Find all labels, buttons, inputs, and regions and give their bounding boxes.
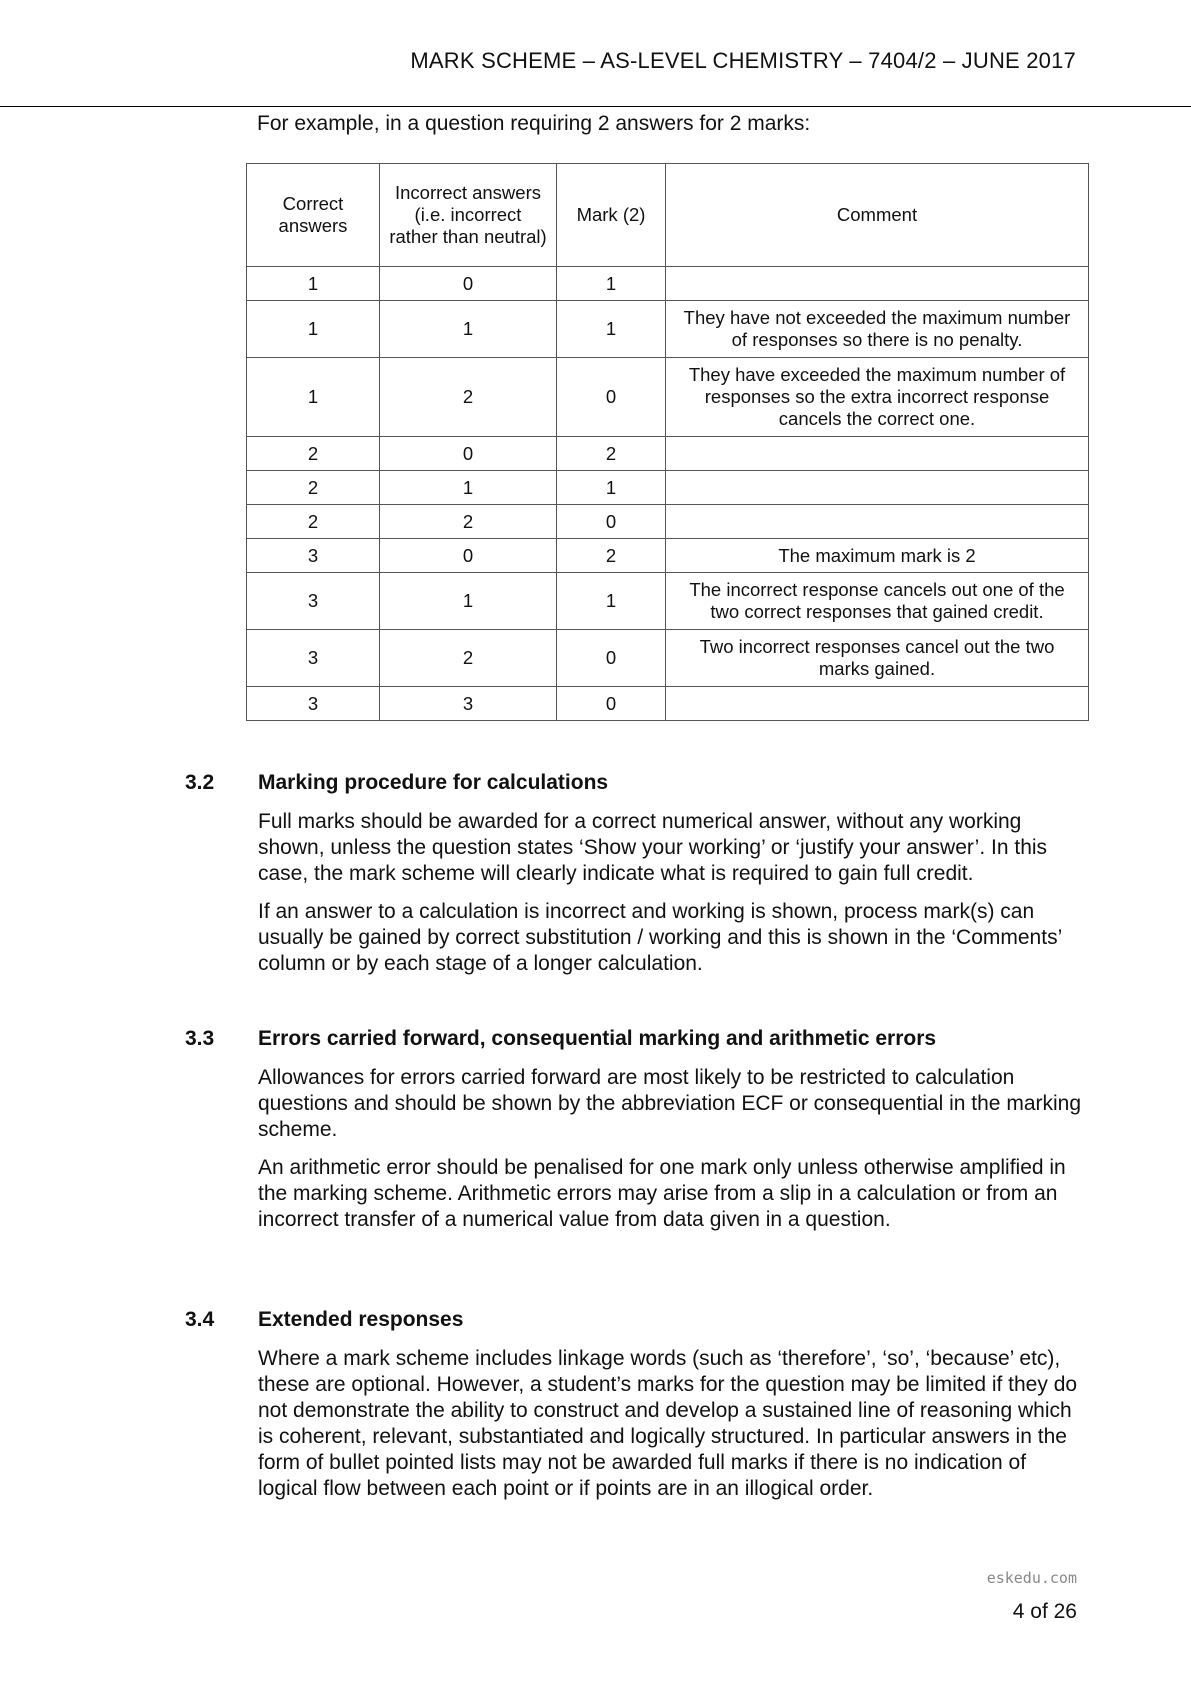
- section-title: Marking procedure for calculations: [258, 771, 609, 794]
- table-row: [247, 687, 1089, 721]
- cell-mark: 1: [557, 471, 666, 505]
- section-paragraph: Full marks should be awarded for a correct numerical answer, without any working shown, unless the question states ‘Show your working’ or ‘justify your answer’. In this case, the mark scheme will clearly indicate what is required to gain full credit.: [258, 810, 1048, 885]
- cell-correct: 3: [247, 687, 380, 721]
- marking-example-table: [246, 163, 1089, 721]
- cell-mark: 2: [557, 539, 666, 573]
- cell-comment: Two incorrect responses cancel out the two marks gained.: [666, 630, 1089, 687]
- cell-comment: They have not exceeded the maximum number of responses so there is no penalty.: [666, 301, 1089, 358]
- watermark-text: eskedu.com: [986, 1569, 1077, 1587]
- table-header-row: [247, 164, 1089, 267]
- section-number: 3.3: [185, 1027, 215, 1050]
- cell-comment: [666, 267, 1089, 301]
- cell-incorrect: 1: [380, 471, 557, 505]
- table-row: [247, 505, 1089, 539]
- cell-incorrect: 2: [380, 505, 557, 539]
- header-title: MARK SCHEME – AS-LEVEL CHEMISTRY – 7404/2 – JUNE 2017: [410, 48, 1076, 73]
- header-mark: Mark (2): [557, 164, 666, 267]
- table-row: [247, 630, 1089, 687]
- table-row: [247, 358, 1089, 437]
- cell-correct: 1: [247, 358, 380, 437]
- section-title: Errors carried forward, consequential marking and arithmetic errors: [258, 1027, 937, 1050]
- cell-incorrect: 0: [380, 267, 557, 301]
- cell-correct: 3: [247, 630, 380, 687]
- cell-correct: 2: [247, 437, 380, 471]
- table-intro: For example, in a question requiring 2 answers for 2 marks:: [257, 112, 811, 135]
- table-row: [247, 573, 1089, 630]
- table-row: [247, 301, 1089, 358]
- cell-mark: 1: [557, 573, 666, 630]
- cell-mark: 0: [557, 358, 666, 437]
- page-number: 4 of 26: [1012, 1600, 1077, 1623]
- cell-comment: [666, 471, 1089, 505]
- cell-comment: [666, 437, 1089, 471]
- section-number: 3.4: [185, 1308, 215, 1331]
- section-paragraph: Allowances for errors carried forward are most likely to be restricted to calculation questions and should be shown by the abbreviation ECF or consequential in the marking scheme.: [258, 1066, 1082, 1141]
- section-paragraph: An arithmetic error should be penalised for one mark only unless otherwise amplified in the marking scheme. Arithmetic errors may arise from a slip in a calculation or from an incorrect transfer of a numerical value from data given in a question.: [258, 1156, 1066, 1231]
- cell-comment: The maximum mark is 2: [666, 539, 1089, 573]
- cell-correct: 2: [247, 471, 380, 505]
- cell-correct: 2: [247, 505, 380, 539]
- cell-comment: [666, 505, 1089, 539]
- section-paragraph: Where a mark scheme includes linkage words (such as ‘therefore’, ‘so’, ‘because’ etc), these are optional. However, a student’s marks for the question may be limited if they do not demonstrate the ability to construct and develop a sustained line of reasoning which is coherent, relevant, substantiated and logically structured. In particular answers in the form of bullet pointed lists may not be awarded full marks if there is no indication of logical flow between each point or if points are in an illogical order.: [258, 1347, 1078, 1500]
- cell-mark: 0: [557, 505, 666, 539]
- cell-correct: 3: [247, 539, 380, 573]
- cell-correct: 1: [247, 267, 380, 301]
- cell-comment: [666, 687, 1089, 721]
- page-header: [0, 0, 1191, 107]
- cell-mark: 2: [557, 437, 666, 471]
- cell-incorrect: 3: [380, 687, 557, 721]
- section-paragraph: If an answer to a calculation is incorrect and working is shown, process mark(s) can usually be gained by correct substitution / working and this is shown in the ‘Comments’ column or by each stage of a longer calculation.: [258, 900, 1062, 975]
- cell-incorrect: 1: [380, 301, 557, 358]
- table-row: [247, 539, 1089, 573]
- table-row: [247, 437, 1089, 471]
- table-row: [247, 267, 1089, 301]
- cell-incorrect: 2: [380, 630, 557, 687]
- header-comment: Comment: [666, 164, 1089, 267]
- cell-comment: They have exceeded the maximum number of responses so the extra incorrect response cancels the correct one.: [666, 358, 1089, 437]
- cell-correct: 3: [247, 573, 380, 630]
- section-number: 3.2: [185, 771, 215, 794]
- table-row: [247, 471, 1089, 505]
- header-correct-answers: Correct answers: [247, 164, 380, 267]
- cell-mark: 1: [557, 267, 666, 301]
- cell-incorrect: 2: [380, 358, 557, 437]
- header-incorrect-answers: Incorrect answers (i.e. incorrect rather than neutral): [380, 164, 557, 267]
- section-title: Extended responses: [258, 1308, 464, 1331]
- cell-mark: 0: [557, 687, 666, 721]
- cell-incorrect: 0: [380, 539, 557, 573]
- cell-mark: 1: [557, 301, 666, 358]
- cell-incorrect: 0: [380, 437, 557, 471]
- cell-correct: 1: [247, 301, 380, 358]
- cell-mark: 0: [557, 630, 666, 687]
- cell-incorrect: 1: [380, 573, 557, 630]
- cell-comment: The incorrect response cancels out one of the two correct responses that gained credit.: [666, 573, 1089, 630]
